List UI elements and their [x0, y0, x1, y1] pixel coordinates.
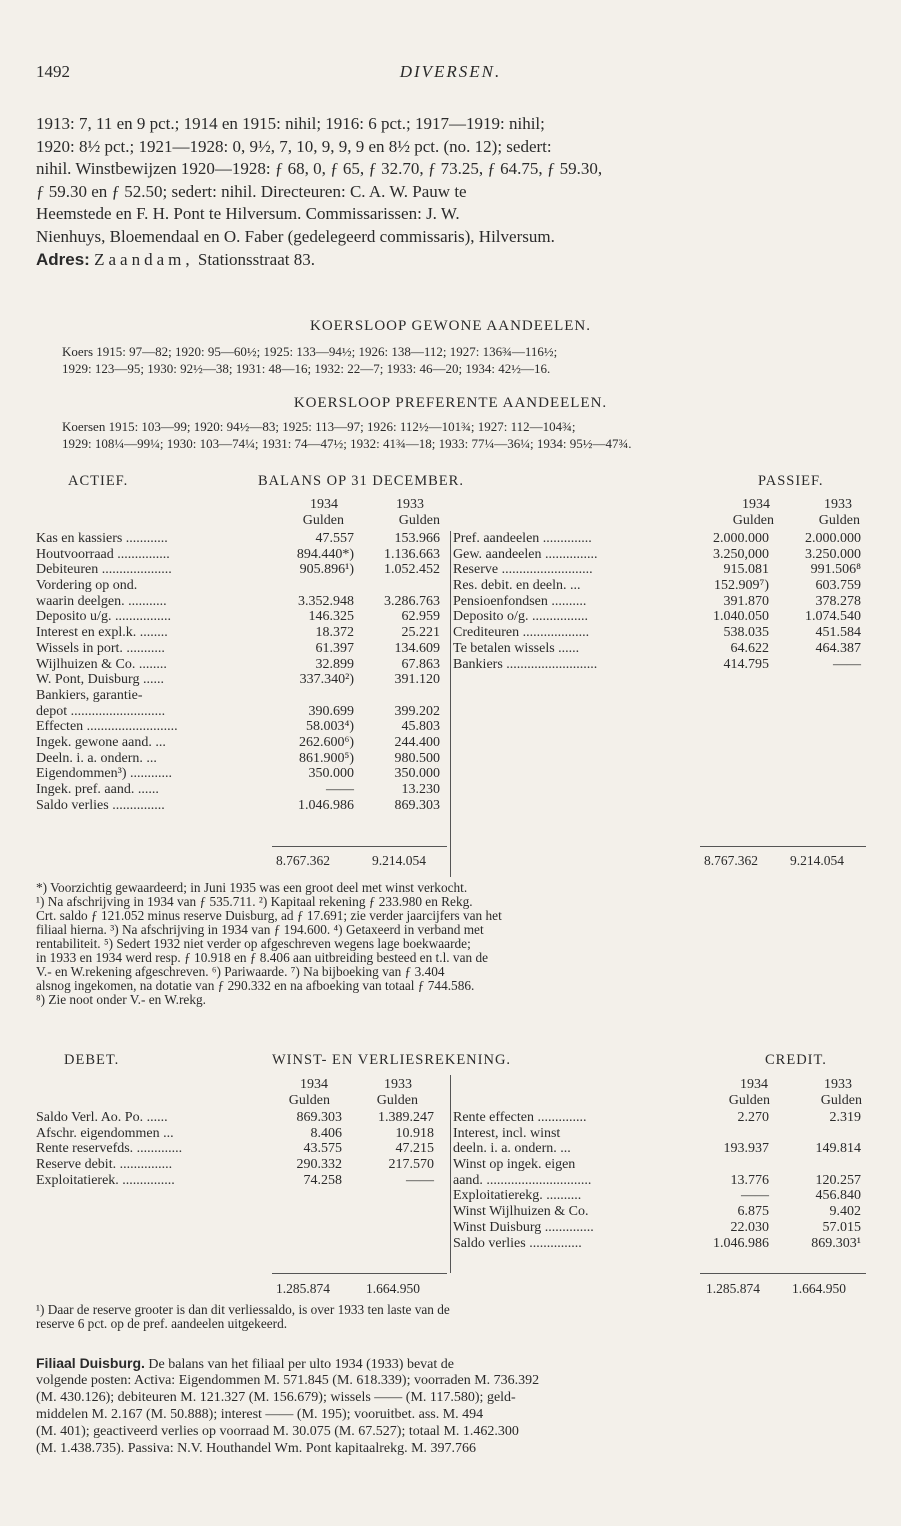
- koers-line: Koersen 1915: 103—99; 1920: 94½—83; 1925: 113—97; 1926: 112½—101¾; 1927: 112—104¾;: [62, 419, 576, 434]
- value-1934: 894.440*): [296, 546, 354, 562]
- passief-table: [453, 531, 868, 672]
- koers-gewone-block: [62, 343, 862, 377]
- value-1933: 1.052.452: [384, 562, 440, 578]
- year-header: 1933: [824, 497, 852, 512]
- passief-title: PASSIEF.: [758, 473, 824, 489]
- row-label: Effecten ..........................: [36, 719, 178, 735]
- row-label: Winst op ingek. eigen: [453, 1157, 576, 1173]
- credit-title: CREDIT.: [765, 1052, 827, 1068]
- text-line: [36, 1355, 866, 1372]
- value-1934: 22.030: [730, 1219, 769, 1235]
- value-1934: 32.899: [315, 656, 354, 672]
- row-label: Bankiers, garantie-: [36, 687, 143, 703]
- value-1934: 64.622: [730, 640, 769, 656]
- value-1933: 120.257: [815, 1172, 861, 1188]
- row-label: Saldo Verl. Ao. Po. ......: [36, 1110, 168, 1125]
- value-1934: 538.035: [723, 625, 769, 641]
- row-label: Houtvoorraad ...............: [36, 546, 170, 562]
- row-label: Pensioenfondsen ..........: [453, 593, 587, 609]
- footnote-line: ¹) Na afschrijving in 1934 van ƒ 535.711. ²) Kapitaal rekening ƒ 233.980 en Rekg.: [36, 895, 473, 909]
- value-1934: 1.040.050: [713, 609, 769, 625]
- value-1933: 399.202: [394, 703, 440, 719]
- text-line: middelen M. 2.167 (M. 50.888); interest —— (M. 195); vooruitbet. ass. M. 494: [36, 1407, 484, 1422]
- value-1934: 337.340²): [299, 672, 354, 688]
- column-divider: [450, 1075, 451, 1273]
- table-row: [36, 751, 446, 767]
- table-row: [36, 641, 446, 657]
- debet-title: DEBET.: [64, 1052, 120, 1068]
- table-row: [453, 1141, 868, 1157]
- table-row: [453, 657, 868, 673]
- value-1933: 391.120: [394, 672, 440, 688]
- value-1934: 290.332: [296, 1157, 342, 1173]
- address-line: [36, 249, 866, 272]
- row-label: Interest en expl.k. ........: [36, 625, 168, 641]
- table-row: [36, 657, 446, 673]
- year-header: 1934: [310, 497, 338, 512]
- value-1933: 217.570: [388, 1157, 434, 1173]
- winst-title: WINST- EN VERLIESREKENING.: [272, 1052, 512, 1068]
- value-1933: 1.074.540: [805, 609, 861, 625]
- unit-header: Gulden: [818, 512, 860, 528]
- footnote-line: in 1933 en 1934 werd resp. ƒ 10.918 en ƒ 8.406 aan uitbreiding besteed en t.l. van de: [36, 951, 488, 965]
- debet-table: [36, 1110, 446, 1188]
- credit-table: [453, 1110, 868, 1251]
- row-label: Pref. aandeelen ..............: [453, 531, 592, 546]
- value-1933: 3.250.000: [805, 546, 861, 562]
- balans-footnotes: [36, 881, 866, 1007]
- value-1934: 43.575: [303, 1141, 342, 1157]
- value-1933: 350.000: [394, 766, 440, 782]
- footnote-line: alsnog ingekomen, na dotatie van ƒ 290.332 en na afboeking van totaal ƒ 744.586.: [36, 979, 475, 993]
- row-label: Reserve ..........................: [453, 562, 593, 578]
- table-row: [36, 625, 446, 641]
- value-1934: 861.900⁵): [298, 750, 354, 766]
- table-row: [36, 1173, 446, 1189]
- row-label: depot ...........................: [36, 703, 166, 719]
- row-label: Res. debit. en deeln. ...: [453, 578, 581, 594]
- row-label: Vordering op ond.: [36, 578, 138, 594]
- page-number: 1492: [36, 62, 70, 81]
- table-row: [453, 547, 868, 563]
- row-label: Saldo verlies ...............: [453, 1235, 582, 1251]
- value-1933: 3.286.763: [384, 593, 440, 609]
- year-header: 1933: [824, 1077, 852, 1092]
- table-row: [453, 625, 868, 641]
- value-1933: 62.959: [401, 609, 440, 625]
- row-label: Winst Duisburg ..............: [453, 1219, 594, 1235]
- year-header: 1934: [300, 1077, 328, 1092]
- column-divider: [450, 531, 451, 877]
- row-label: Winst Wijlhuizen & Co.: [453, 1204, 589, 1220]
- value-1934: 915.081: [723, 562, 769, 578]
- table-row: [36, 1110, 446, 1126]
- koers-pref-title: KOERSLOOP PREFERENTE AANDEELEN.: [293, 395, 608, 411]
- filiaal-line: De balans van het filiaal per ulto 1934 (1933) bevat de: [148, 1357, 454, 1372]
- row-label: Bankiers ..........................: [453, 656, 598, 672]
- table-row: [453, 1173, 868, 1189]
- passief-total-1933: 9.214.054: [790, 853, 844, 868]
- row-label: Ingek. gewone aand. ...: [36, 734, 166, 750]
- row-label: Deposito u/g. ................: [36, 609, 171, 625]
- value-1933: 2.000.000: [805, 531, 861, 546]
- koers-line: Koers 1915: 97—82; 1920: 95—60½; 1925: 133—94½; 1926: 138—112; 1927: 136¾—116½;: [62, 344, 558, 359]
- credit-total-1933: 1.664.950: [792, 1281, 846, 1296]
- table-row: [36, 798, 446, 814]
- value-1933: 464.387: [815, 640, 861, 656]
- table-row: [453, 562, 868, 578]
- balans-column-headers: [0, 497, 901, 528]
- row-label: Reserve debit. ...............: [36, 1157, 173, 1173]
- value-1934: 414.795: [723, 656, 769, 672]
- row-label: Eigendommen³) ............: [36, 766, 173, 782]
- value-1934: 3.250,000: [713, 546, 769, 562]
- unit-header: Gulden: [302, 512, 344, 528]
- value-1934: 18.372: [315, 625, 354, 641]
- row-label: deeln. i. a. ondern. ...: [453, 1141, 571, 1157]
- text-line: (M. 430.126); debiteuren M. 121.327 (M. 156.679); wissels —— (M. 117.580); geld-: [36, 1390, 516, 1405]
- value-1933: 13.230: [401, 782, 440, 797]
- value-1934: 2.000.000: [713, 531, 769, 546]
- unit-header: Gulden: [732, 512, 774, 528]
- filiaal-paragraph: [36, 1355, 866, 1457]
- koers-line: 1929: 123—95; 1930: 92½—38; 1931: 48—16; 1932: 22—7; 1933: 46—20; 1934: 42½—16.: [62, 361, 551, 376]
- row-label: Deposito o/g. ................: [453, 609, 588, 625]
- footnote-line: Crt. saldo ƒ 121.052 minus reserve Duisburg, ad ƒ 17.691; zie verder jaarcijfers van het: [36, 909, 502, 923]
- year-header: 1933: [396, 497, 424, 512]
- row-label: W. Pont, Duisburg ......: [36, 672, 164, 688]
- value-1933: 10.918: [395, 1125, 434, 1141]
- value-1933: 869.303: [394, 797, 440, 813]
- table-row: [36, 547, 446, 563]
- value-1934: 47.557: [315, 531, 354, 546]
- value-1933: 991.506⁸: [810, 562, 861, 578]
- year-header: 1934: [740, 1077, 768, 1092]
- actief-total-1933: 9.214.054: [372, 853, 426, 868]
- text-line: (M. 1.438.735). Passiva: N.V. Houthandel Wm. Pont kapitaalrekg. M. 397.766: [36, 1441, 477, 1456]
- value-1933: 980.500: [394, 750, 440, 766]
- row-label: aand. ..............................: [453, 1172, 592, 1188]
- row-label: Saldo verlies ...............: [36, 797, 165, 813]
- row-label: Exploitatierekg. ..........: [453, 1188, 582, 1204]
- intro-paragraph: [36, 113, 866, 271]
- text-line: nihil. Winstbewijzen 1920—1928: ƒ 68, 0, ƒ 65, ƒ 32.70, ƒ 73.25, ƒ 64.75, ƒ 59.30,: [36, 159, 603, 179]
- table-row: [36, 578, 446, 594]
- value-1933: 45.803: [401, 719, 440, 735]
- table-row: [36, 1141, 446, 1157]
- total-rule: [700, 1273, 866, 1274]
- text-line: Nienhuys, Bloemendaal en O. Faber (gedelegeerd commissaris), Hilversum.: [36, 226, 555, 246]
- value-1933: 134.609: [394, 640, 440, 656]
- text-line: volgende posten: Activa: Eigendommen M. 571.845 (M. 618.339); voorraden M. 736.392: [36, 1373, 540, 1388]
- value-1934: 262.600⁶): [298, 734, 354, 750]
- text-line: 1913: 7, 11 en 9 pct.; 1914 en 1915: nihil; 1916: 6 pct.; 1917—1919: nihil;: [36, 114, 545, 133]
- filiaal-label: Filiaal Duisburg.: [36, 1355, 145, 1371]
- text-line: (M. 401); geactiveerd verlies op voorraad M. 30.075 (M. 67.527); totaal M. 1.462.300: [36, 1424, 519, 1439]
- value-1933: 67.863: [401, 656, 440, 672]
- table-row: [453, 1188, 868, 1204]
- table-row: [36, 766, 446, 782]
- footnote-line: V.- en W.rekening afgeschreven. ⁶) Pariwaarde. ⁷) Na bijboeking van ƒ 3.404: [36, 965, 445, 979]
- table-row: [453, 578, 868, 594]
- value-1934: 390.699: [308, 703, 354, 719]
- value-1933: 869.303¹: [811, 1235, 861, 1251]
- footnote-line: ⁸) Zie noot onder V.- en W.rekg.: [36, 993, 206, 1007]
- value-1933: 244.400: [394, 734, 440, 750]
- row-label: Rente effecten ..............: [453, 1110, 587, 1125]
- table-row: [36, 1157, 446, 1173]
- footnote-line: *) Voorzichtig gewaardeerd; in Juni 1935 was een groot deel met winst verkocht.: [36, 881, 468, 895]
- value-1933: 47.215: [395, 1141, 434, 1157]
- unit-header: Gulden: [376, 1092, 418, 1108]
- value-1933: 9.402: [829, 1204, 861, 1220]
- unit-header: Gulden: [820, 1092, 862, 1108]
- table-row: [36, 735, 446, 751]
- table-row: [36, 704, 446, 720]
- value-1934: 905.896¹): [299, 562, 354, 578]
- balans-title: BALANS OP 31 DECEMBER.: [258, 473, 464, 489]
- value-1934: 869.303: [296, 1110, 342, 1125]
- row-label: Te betalen wissels ......: [453, 640, 580, 656]
- table-row: [453, 594, 868, 610]
- table-row: [453, 1236, 868, 1252]
- value-1934: 152.909⁷): [713, 578, 769, 594]
- value-1933: 25.221: [401, 625, 440, 641]
- row-label: Rente reservefds. .............: [36, 1141, 183, 1157]
- actief-table: [36, 531, 446, 813]
- table-row: [36, 688, 446, 704]
- value-1934: 146.325: [308, 609, 354, 625]
- table-row: [453, 1126, 868, 1142]
- value-1934: 2.270: [737, 1110, 769, 1125]
- value-1934: 193.937: [723, 1141, 769, 1157]
- value-1934: 61.397: [315, 640, 354, 656]
- koers-gewone-title: KOERSLOOP GEWONE AANDEELEN.: [309, 318, 591, 334]
- row-label: Crediteuren ...................: [453, 625, 590, 641]
- address-street: Stationsstraat 83.: [197, 249, 315, 269]
- row-label: Exploitatierek. ...............: [36, 1172, 175, 1188]
- value-1933: 378.278: [815, 593, 861, 609]
- value-1934: 1.046.986: [713, 1235, 769, 1251]
- actief-title: ACTIEF.: [68, 473, 129, 489]
- value-1933: 1.136.663: [384, 546, 440, 562]
- page-title: DIVERSEN.: [399, 62, 502, 81]
- value-1934: ——: [741, 1188, 769, 1204]
- table-row: [453, 1220, 868, 1236]
- unit-header: Gulden: [728, 1092, 770, 1108]
- value-1933: 451.584: [815, 625, 861, 641]
- year-header: 1933: [384, 1077, 412, 1092]
- passief-total-1934: 8.767.362: [704, 853, 758, 868]
- actief-total-1934: 8.767.362: [276, 853, 330, 868]
- unit-header: Gulden: [288, 1092, 330, 1108]
- koers-line: 1929: 108¼—99¼; 1930: 103—74¼; 1931: 74—47½; 1932: 41¾—18; 1933: 77¼—36¼; 1934: 95½—47¾.: [62, 436, 632, 451]
- table-row: [36, 531, 446, 547]
- row-label: Ingek. pref. aand. ......: [36, 782, 159, 797]
- footnote-line: reserve 6 pct. op de pref. aandeelen uitgekeerd.: [36, 1317, 288, 1331]
- value-1933: 1.389.247: [378, 1110, 434, 1125]
- table-row: [36, 1126, 446, 1142]
- total-rule: [700, 846, 866, 847]
- value-1934: 1.046.986: [298, 797, 354, 813]
- value-1933: 2.319: [829, 1110, 861, 1125]
- value-1933: ——: [833, 656, 861, 672]
- table-row: [453, 641, 868, 657]
- address-label: Adres:: [36, 249, 90, 269]
- table-row: [36, 562, 446, 578]
- credit-total-1934: 1.285.874: [706, 1281, 760, 1296]
- table-row: [453, 609, 868, 625]
- value-1934: 74.258: [303, 1172, 342, 1188]
- table-row: [453, 1204, 868, 1220]
- table-row: [36, 782, 446, 798]
- value-1934: 391.870: [723, 593, 769, 609]
- row-label: Deeln. i. a. ondern. ...: [36, 750, 157, 766]
- table-row: [453, 531, 868, 547]
- value-1933: 153.966: [394, 531, 440, 546]
- unit-header: Gulden: [398, 512, 440, 528]
- row-label: Wijlhuizen & Co. ........: [36, 656, 167, 672]
- value-1934: 6.875: [737, 1204, 769, 1220]
- value-1933: 149.814: [815, 1141, 861, 1157]
- table-row: [453, 1110, 868, 1126]
- value-1934: 350.000: [308, 766, 354, 782]
- value-1934: 3.352.948: [298, 593, 354, 609]
- row-label: Debiteuren ....................: [36, 562, 172, 578]
- row-label: Wissels in port. ...........: [36, 640, 165, 656]
- footnote-line: filiaal hierna. ³) Na afschrijving in 1934 van ƒ 194.600. ⁴) Getaxeerd in verband met: [36, 923, 484, 937]
- row-label: Afschr. eigendommen ...: [36, 1125, 174, 1141]
- debet-total-1933: 1.664.950: [366, 1281, 420, 1296]
- row-label: Interest, incl. winst: [453, 1125, 561, 1141]
- row-label: waarin deelgen. ...........: [36, 593, 167, 609]
- table-row: [453, 1157, 868, 1173]
- table-row: [36, 672, 446, 688]
- value-1933: 603.759: [815, 578, 861, 594]
- debet-total-1934: 1.285.874: [276, 1281, 330, 1296]
- row-label: Kas en kassiers ............: [36, 531, 168, 546]
- text-line: ƒ 59.30 en ƒ 52.50; sedert: nihil. Directeuren: C. A. W. Pauw te: [36, 181, 467, 201]
- table-row: [36, 609, 446, 625]
- value-1933: 456.840: [815, 1188, 861, 1204]
- value-1934: ——: [326, 782, 354, 797]
- value-1933: ——: [406, 1172, 434, 1188]
- table-row: [36, 594, 446, 610]
- footnote-line: rentabiliteit. ⁵) Sedert 1932 niet verder op afgeschreven wegens lage boekwaarde;: [36, 937, 471, 951]
- text-line: Heemstede en F. H. Pont te Hilversum. Commissarissen: J. W.: [36, 204, 460, 224]
- footnote-line: ¹) Daar de reserve grooter is dan dit verliessaldo, is over 1933 ten laste van de: [36, 1303, 450, 1317]
- koers-pref-block: [62, 418, 862, 452]
- total-rule: [272, 846, 447, 847]
- row-label: Gew. aandeelen ...............: [453, 546, 598, 562]
- value-1934: 13.776: [730, 1172, 769, 1188]
- table-row: [36, 719, 446, 735]
- total-rule: [272, 1273, 447, 1274]
- text-line: 1920: 8½ pct.; 1921—1928: 0, 9½, 7, 10, 9, 9, 9 en 8½ pct. (no. 12); sedert:: [36, 136, 552, 156]
- value-1934: 8.406: [310, 1125, 342, 1141]
- year-header: 1934: [742, 497, 770, 512]
- address-city: Zaandam,: [94, 249, 194, 269]
- winst-footnotes: [36, 1303, 866, 1331]
- value-1934: 58.003⁴): [305, 719, 354, 735]
- value-1933: 57.015: [822, 1219, 861, 1235]
